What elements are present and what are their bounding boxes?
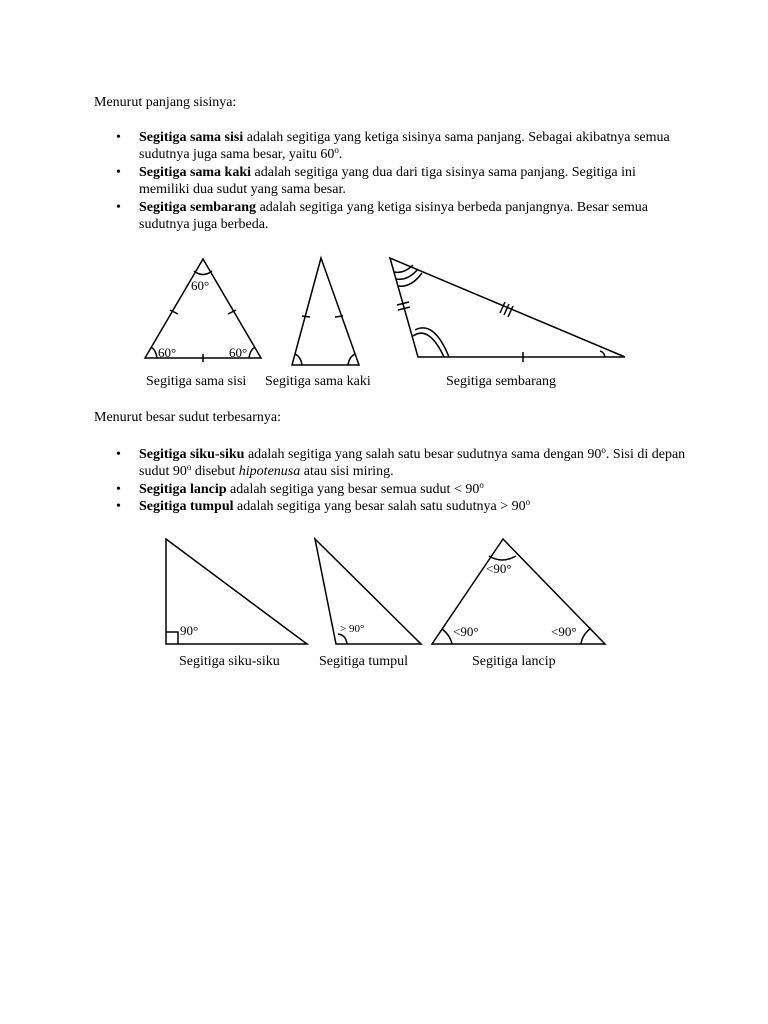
term: Segitiga sama sisi bbox=[139, 130, 244, 145]
bullet-icon: • bbox=[116, 447, 121, 462]
angle-label: 60° bbox=[191, 278, 210, 293]
definition: disebut bbox=[191, 464, 239, 480]
top-angle-arc bbox=[194, 271, 212, 275]
degree-superscript: o bbox=[525, 497, 531, 508]
double-arc bbox=[415, 328, 449, 357]
left-angle-arc bbox=[442, 629, 452, 644]
angle-triangles-figure bbox=[0, 530, 768, 675]
punctuation: . bbox=[338, 147, 343, 163]
side-triangles-figure bbox=[0, 250, 768, 395]
list-item bbox=[116, 498, 686, 515]
caption-equilateral: Segitiga sama sisi bbox=[146, 374, 247, 389]
small-angle-arc bbox=[600, 351, 605, 357]
base-angle-arc bbox=[348, 354, 355, 365]
list-item bbox=[116, 129, 686, 164]
right-angle-arc bbox=[581, 628, 591, 644]
angle-label: <90° bbox=[551, 624, 577, 639]
caption-isosceles: Segitiga sama kaki bbox=[265, 374, 371, 389]
italic-term: hipotenusa bbox=[238, 464, 301, 480]
angle-label: > 90° bbox=[340, 623, 365, 635]
isosceles-triangle bbox=[292, 258, 359, 365]
degree-superscript: o bbox=[334, 145, 339, 156]
term: Segitiga lancip bbox=[139, 481, 227, 497]
angle-label: <90° bbox=[453, 624, 479, 639]
caption-acute: Segitiga lancip bbox=[472, 654, 556, 669]
left-angle-arc bbox=[151, 347, 157, 358]
base-angle-arc bbox=[295, 354, 302, 365]
list-item bbox=[116, 199, 686, 234]
angle-types-list bbox=[116, 446, 686, 516]
degree-superscript: o bbox=[479, 479, 484, 490]
definition: adalah segitiga yang ketiga sisinya berbeda panjangnya. Besar semua sudutnya juga berbeda. bbox=[139, 199, 648, 233]
term: Segitiga sama kaki bbox=[139, 164, 252, 180]
angle-label: 60° bbox=[229, 345, 248, 360]
section-heading-angles: Menurut besar sudut terbesarnya: bbox=[94, 410, 281, 425]
term: Segitiga sembarang bbox=[139, 199, 257, 215]
side-types-list bbox=[116, 129, 686, 233]
degree-superscript: o bbox=[601, 445, 606, 455]
obtuse-angle-arc bbox=[338, 634, 347, 644]
bullet-icon: • bbox=[116, 199, 121, 215]
bullet-icon: • bbox=[116, 164, 121, 180]
definition: adalah segitiga yang besar semua sudut < 90 bbox=[226, 481, 480, 497]
definition: adalah segitiga yang salah satu besar sudutnya sama dengan 90 bbox=[244, 447, 602, 462]
term: Segitiga tumpul bbox=[139, 499, 234, 515]
definition: . Sisi di depan sudut 90 bbox=[139, 447, 686, 480]
top-angle-arc bbox=[489, 556, 516, 560]
definition: adalah segitiga yang ketiga sisinya sama panjang. Sebagai akibatnya semua sudutnya juga sama besar, yaitu 60 bbox=[139, 130, 670, 163]
angle-label: <90° bbox=[486, 561, 512, 576]
bullet-icon: • bbox=[116, 499, 121, 515]
tick-mark bbox=[335, 316, 343, 317]
definition: adalah segitiga yang dua dari tiga sisinya sama panjang. Segitiga ini memiliki dua sudut yang sama besar. bbox=[139, 164, 636, 198]
caption-right: Segitiga siku-siku bbox=[179, 654, 280, 669]
caption-obtuse: Segitiga tumpul bbox=[319, 654, 409, 669]
degree-superscript: o bbox=[186, 462, 192, 473]
list-item bbox=[116, 481, 686, 498]
list-item bbox=[116, 164, 686, 199]
caption-scalene: Segitiga sembarang bbox=[446, 374, 557, 389]
list-item bbox=[116, 446, 686, 481]
definition: adalah segitiga yang besar salah satu sudutnya > 90 bbox=[233, 499, 526, 515]
obtuse-triangle bbox=[315, 539, 421, 644]
bullet-icon: • bbox=[116, 481, 121, 497]
bullet-icon: • bbox=[116, 130, 121, 145]
section-heading-sides: Menurut panjang sisinya: bbox=[94, 95, 237, 110]
tick-mark bbox=[302, 316, 310, 317]
right-angle-arc bbox=[249, 347, 255, 358]
term: Segitiga siku-siku bbox=[139, 447, 245, 462]
definition: atau sisi miring. bbox=[300, 464, 394, 480]
angle-label: 90° bbox=[180, 623, 199, 638]
angle-label: 60° bbox=[158, 345, 177, 360]
right-angle-marker bbox=[166, 632, 178, 644]
tick-mark bbox=[500, 302, 505, 313]
